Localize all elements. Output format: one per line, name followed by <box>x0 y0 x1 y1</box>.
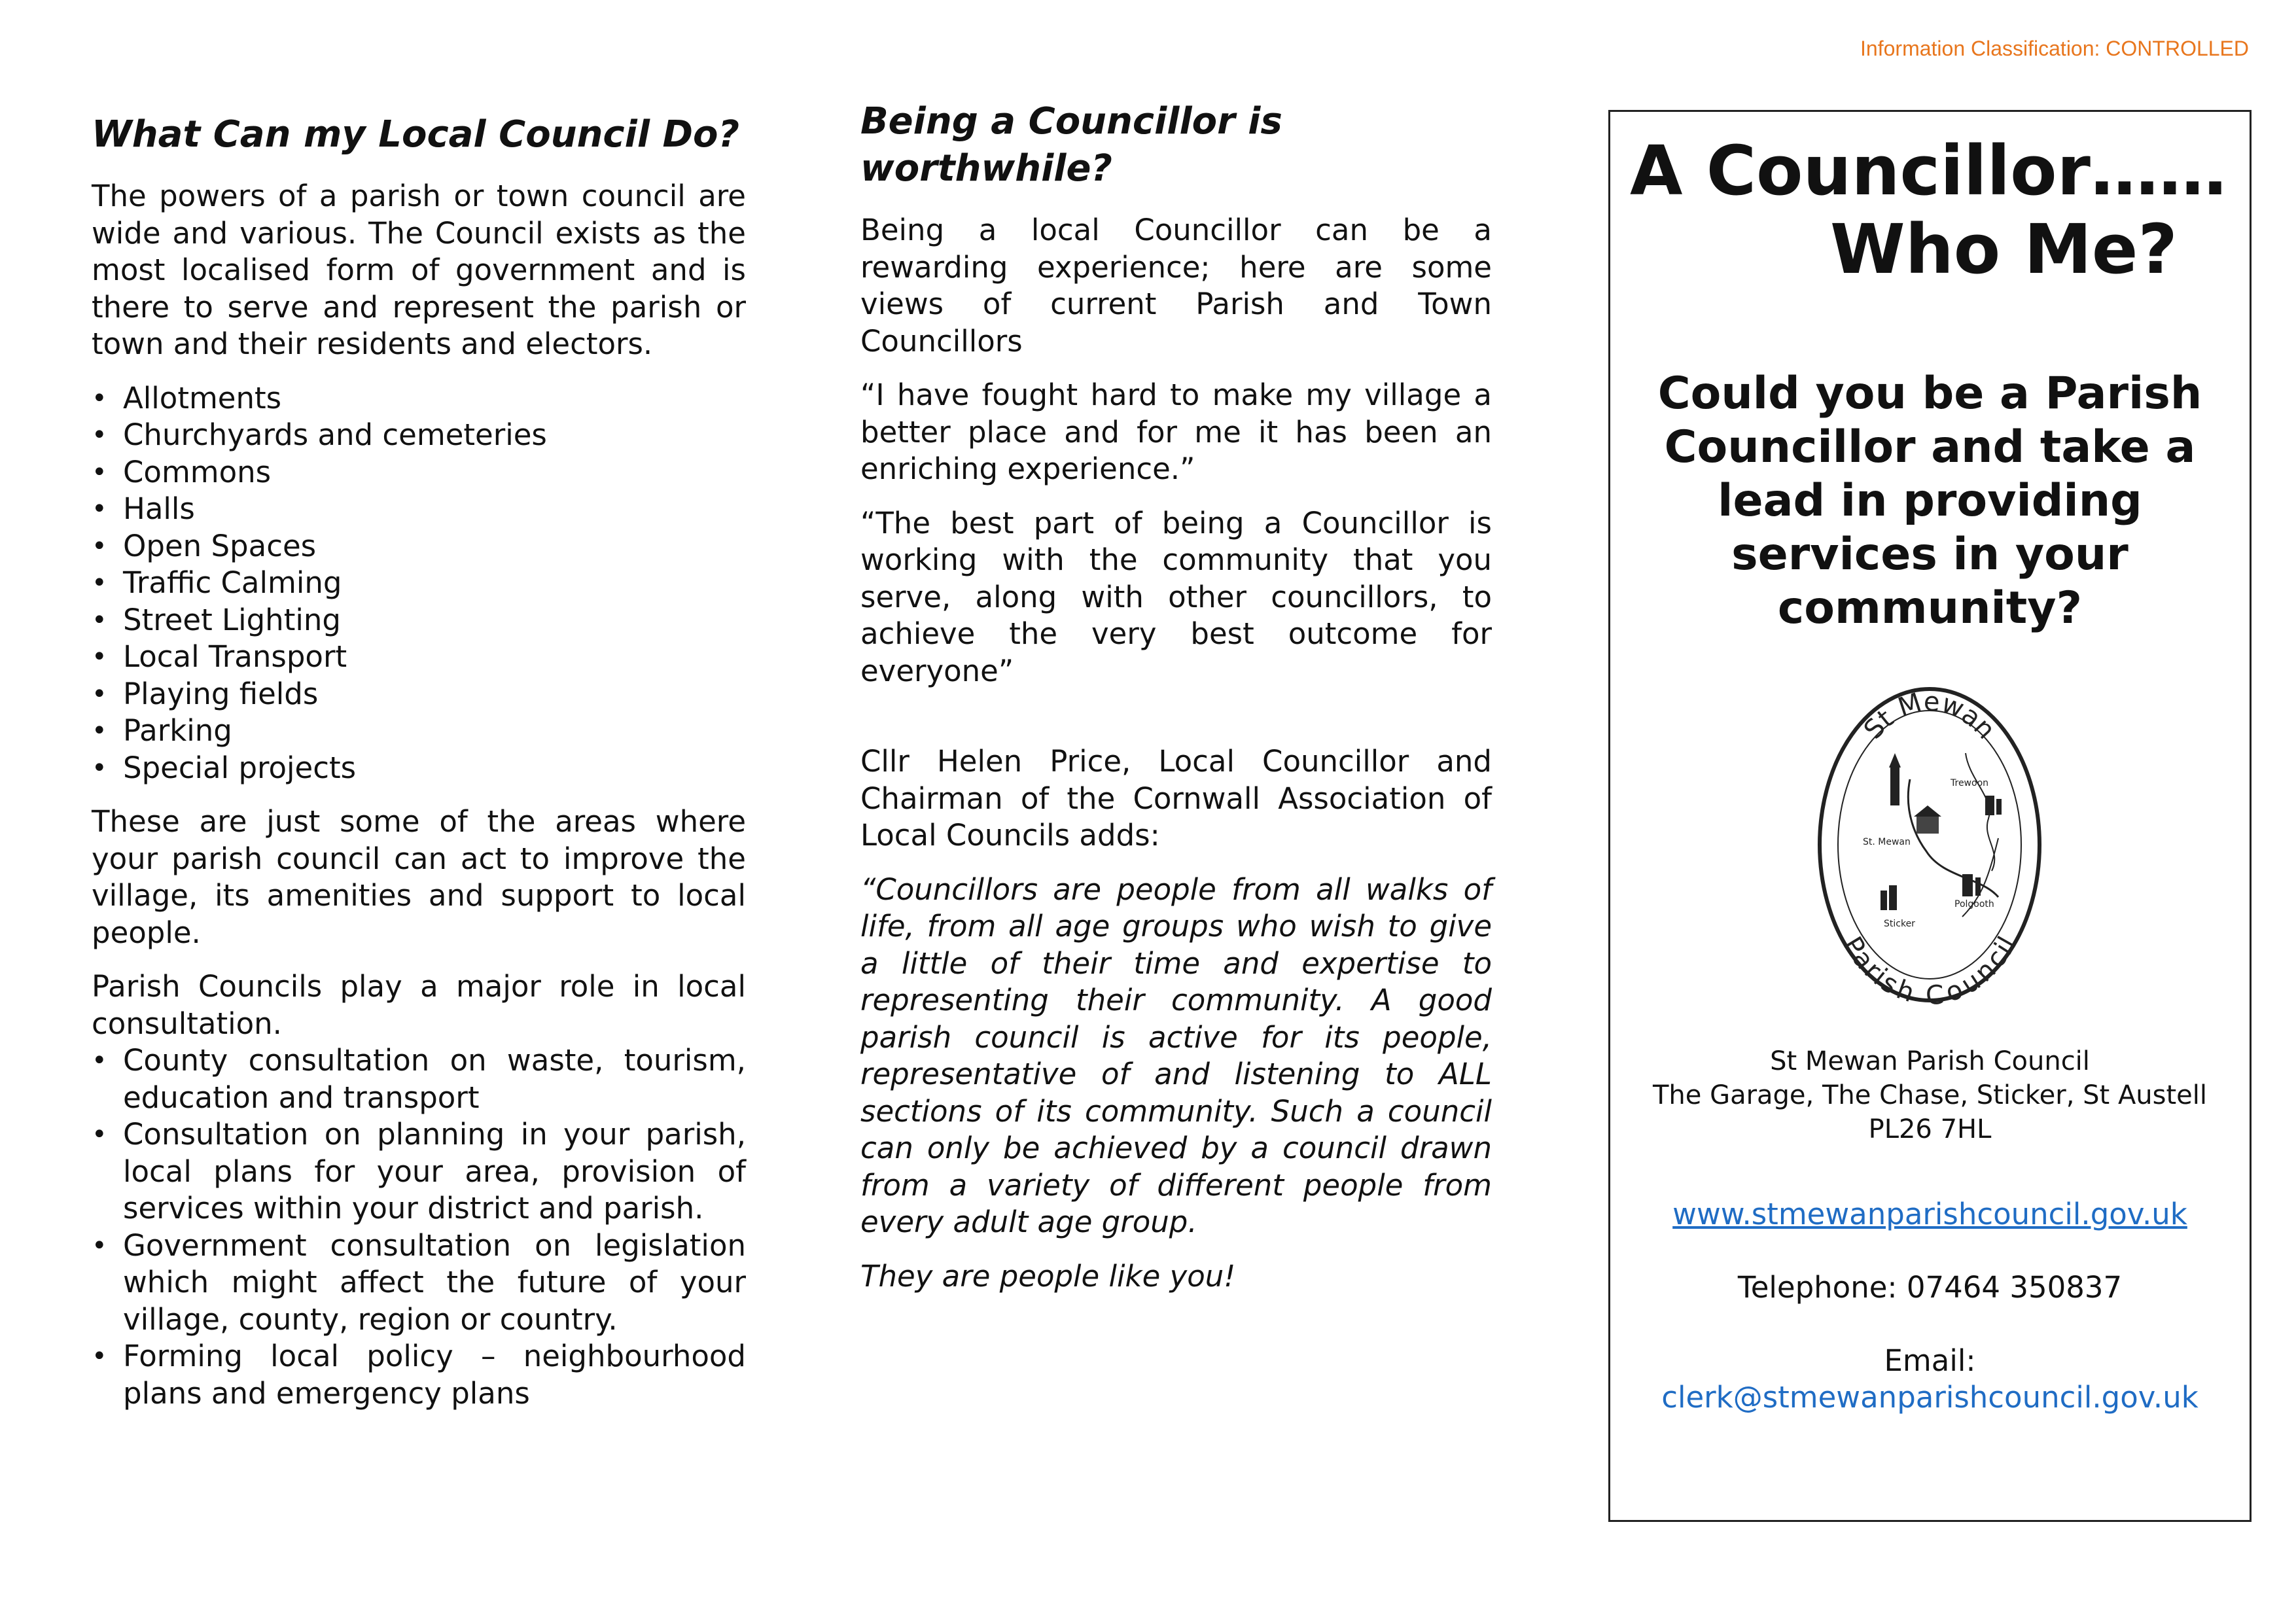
list-item: • Street Lighting <box>92 602 746 639</box>
list-item: • Open Spaces <box>92 528 746 565</box>
middle-column <box>860 98 1492 1312</box>
spacer <box>860 707 1492 743</box>
list-item: • Churchyards and cemeteries <box>92 417 746 454</box>
list-item: • Playing fields <box>92 676 746 713</box>
logo-place-trewoon: Trewoon <box>1951 778 1989 788</box>
left-intro: The powers of a parish or town council are wide and various. The Council exists as the most localised form of government and is there to serve and represent the parish or town and their residents and electors. <box>92 179 746 361</box>
panel-title-line2: Who Me? <box>1830 209 2178 289</box>
logo-bottom-text: Parish Council <box>1837 931 2022 1008</box>
list-item: • Parking <box>92 713 746 750</box>
panel-title-line1: A Councillor…… <box>1630 131 2227 211</box>
consultation-intro: Parish Councils play a major role in local consultation. <box>92 969 746 1041</box>
logo-place-stmewan: St. Mewan <box>1863 837 1911 847</box>
quote-best-part: “The best part of being a Councillor is working with the community that you serve, along with other councillors, to achieve the very best outcome for everyone” <box>860 505 1492 688</box>
quote-councillors: “Councillors are people from all walks of life, from all age groups who wish to give a little of their time and expertise to representing their community. A good parish council is active for its people, representative of and listening to ALL sections of its community. Such a council can only be achieved by a council drawn from a variety of different people from every adult age group. <box>860 872 1492 1239</box>
list-item: • Halls <box>92 491 746 528</box>
list-item: • Traffic Calming <box>92 565 746 602</box>
list-item: • Special projects <box>92 750 746 787</box>
address-postcode: PL26 7HL <box>1868 1114 1992 1144</box>
classification-label: Information Classification: CONTROLLED <box>1860 37 2249 60</box>
areas-text: These are just some of the areas where your parish council can act to improve the village, its amenities and support to local people. <box>92 804 746 950</box>
logo-place-polgooth: Polgooth <box>1954 899 1994 909</box>
list-item: • Consultation on planning in your parish, local plans for your area, provision of services within your district and parish. <box>92 1116 746 1227</box>
parish-logo-icon <box>1812 681 2047 1008</box>
attribution: Cllr Helen Price, Local Councillor and Chairman of the Cornwall Association of Local Councils adds: <box>860 744 1492 853</box>
logo-top-text: St Mewan <box>1858 686 2002 745</box>
left-column <box>92 111 746 1429</box>
consultation-list <box>92 1042 746 1412</box>
left-heading: What Can my Local Council Do? <box>92 113 739 156</box>
contact-address <box>1617 1044 2243 1146</box>
list-item: • Commons <box>92 454 746 491</box>
svg-text:St Mewan <box>1858 687 2001 745</box>
middle-heading: Being a Councillor is worthwhile? <box>860 100 1282 190</box>
panel-lead: Could you be a Parish Councillor and take a lead in providing services in your community? <box>1657 368 2202 634</box>
logo-place-sticker: Sticker <box>1884 919 1915 929</box>
list-item: • Allotments <box>92 380 746 417</box>
email-link[interactable]: clerk@stmewanparishcouncil.gov.uk <box>1661 1380 2199 1415</box>
address-line: The Garage, The Chase, Sticker, St Austell <box>1652 1080 2208 1110</box>
closing-line: They are people like you! <box>860 1258 1236 1294</box>
powers-list <box>92 380 746 787</box>
website-link[interactable]: www.stmewanparishcouncil.gov.uk <box>1672 1197 2187 1231</box>
list-item: • County consultation on waste, tourism, education and transport <box>92 1042 746 1116</box>
list-item: • Government consultation on legislation which might affect the future of your village, county, region or country. <box>92 1227 746 1339</box>
list-item: • Local Transport <box>92 639 746 676</box>
middle-intro: Being a local Councillor can be a rewarding experience; here are some views of current Parish and Town Councillors <box>860 213 1492 359</box>
address-name: St Mewan Parish Council <box>1770 1046 2090 1076</box>
quote-village: “I have fought hard to make my village a better place and for me it has been an enriching experience.” <box>860 378 1492 486</box>
cover-panel <box>1608 110 2252 1522</box>
telephone-text: Telephone: 07464 350837 <box>1737 1270 2123 1305</box>
list-item: • Forming local policy – neighbourhood plans and emergency plans <box>92 1338 746 1412</box>
email-label: Email: <box>1884 1343 1976 1378</box>
